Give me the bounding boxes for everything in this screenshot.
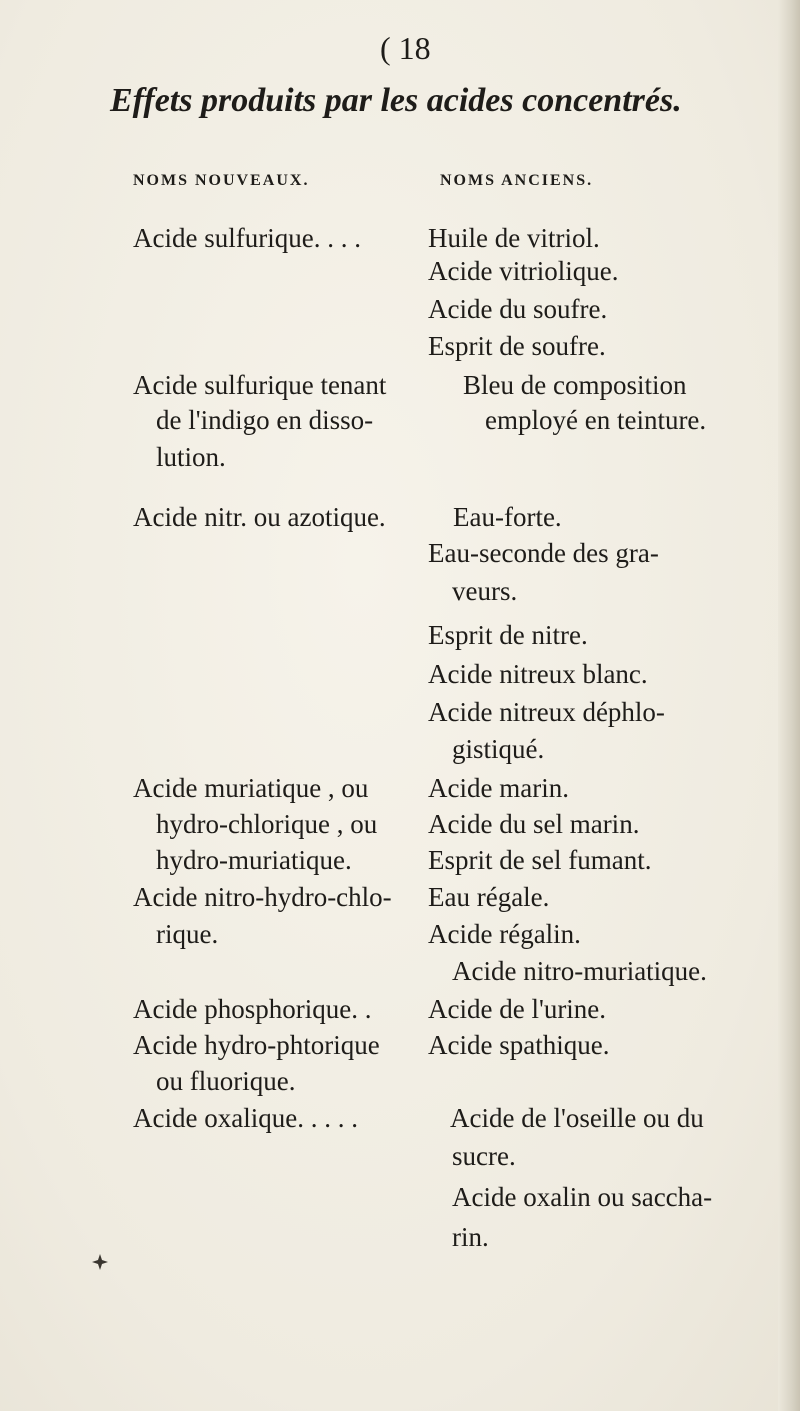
new-name-line: Acide sulfurique tenant <box>133 370 387 400</box>
new-name-line: Acide hydro-phtorique <box>133 1030 380 1060</box>
old-name-line: Acide spathique. <box>428 1030 610 1060</box>
old-name-line: Bleu de composition <box>463 370 687 400</box>
new-name-line: Acide oxalique. . . . . <box>133 1103 358 1133</box>
new-name-line: Acide phosphorique. . <box>133 994 372 1024</box>
new-name-line: de l'indigo en disso- <box>156 405 374 435</box>
old-name-line: Eau régale. <box>428 882 550 912</box>
old-name-line: gistiqué. <box>452 734 545 764</box>
new-name-line: Acide muriatique , ou <box>133 773 369 803</box>
old-name-line: Huile de vitriol. <box>428 223 600 253</box>
new-name-line: hydro-muriatique. <box>156 845 352 875</box>
old-name-line: Acide de l'oseille ou du <box>450 1103 704 1133</box>
printer-mark-icon <box>90 1252 110 1272</box>
new-name-line: hydro-chlorique , ou <box>156 809 378 839</box>
old-name-line: Acide nitro-muriatique. <box>452 956 707 986</box>
new-name-line: rique. <box>156 919 219 949</box>
old-name-line: Acide oxalin ou saccha- <box>452 1182 713 1212</box>
old-name-line: Esprit de sel fumant. <box>428 845 652 875</box>
old-name-line: Eau-seconde des gra- <box>428 538 659 568</box>
old-name-line: Acide marin. <box>428 773 569 803</box>
column-header-old-names: NOMS ANCIENS. <box>440 172 594 189</box>
old-name-line: Acide nitreux blanc. <box>428 659 648 689</box>
old-name-line: Esprit de nitre. <box>428 620 588 650</box>
old-name-line: Acide nitreux déphlo- <box>428 697 665 727</box>
old-name-line: Esprit de soufre. <box>428 331 606 361</box>
new-name-line: ou fluorique. <box>156 1066 296 1096</box>
old-name-line: employé en teinture. <box>485 405 707 435</box>
old-name-line: Eau-forte. <box>453 502 562 532</box>
new-name-line: Acide nitro-hydro-chlo- <box>133 882 392 912</box>
new-name-line: Acide nitr. ou azotique. <box>133 502 386 532</box>
old-name-line: Acide du sel marin. <box>428 809 640 839</box>
new-name-line: Acide sulfurique. . . . <box>133 223 361 253</box>
page-number: ( 18 <box>380 30 431 66</box>
old-name-line: veurs. <box>452 576 518 606</box>
old-name-line: Acide du soufre. <box>428 294 608 324</box>
old-name-line: Acide de l'urine. <box>428 994 607 1024</box>
old-name-line: sucre. <box>452 1141 516 1171</box>
new-name-line: lution. <box>156 442 226 472</box>
old-name-line: Acide vitriolique. <box>428 256 619 286</box>
old-name-line: rin. <box>452 1222 489 1252</box>
page-title: Effets produits par les acides concentrés. <box>110 82 682 119</box>
column-header-new-names: NOMS NOUVEAUX. <box>133 172 310 189</box>
old-name-line: Acide régalin. <box>428 919 581 949</box>
